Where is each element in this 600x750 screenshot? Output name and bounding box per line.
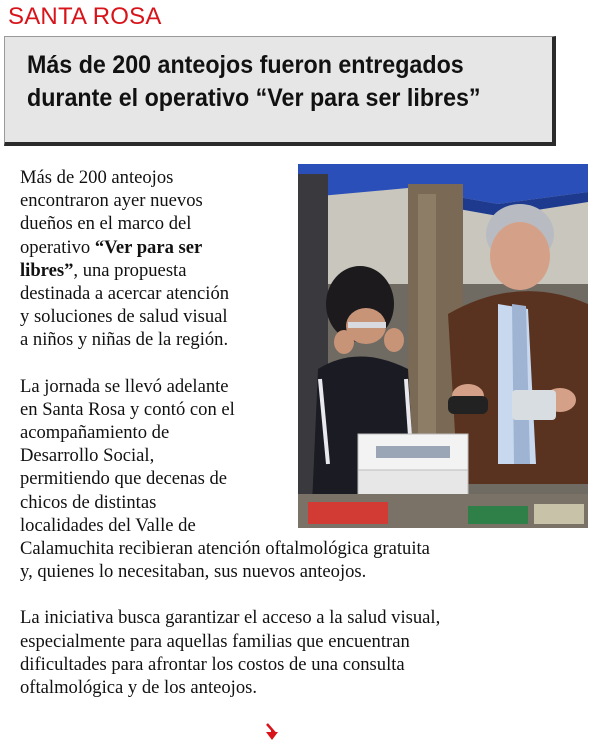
text-line: Desarrollo Social, [20, 445, 155, 467]
text-line: acompañamiento de [20, 422, 170, 444]
text-line: , una propuesta [73, 259, 187, 281]
text-line: a niños y niñas de la región. [20, 329, 229, 351]
bold-phrase: “Ver para ser [94, 236, 203, 258]
text-line: permitiendo que decenas de [20, 468, 228, 490]
text-line: en Santa Rosa y contó con el [20, 398, 235, 420]
bold-phrase: libres” [20, 259, 74, 281]
text-line: Más de 200 anteojos [20, 167, 174, 188]
text-line: destinada a acercar atención [20, 283, 230, 305]
text-line: Calamuchita recibieran atención oftalmológica gratuita [20, 538, 430, 560]
text-line: y, quienes lo necesitaban, sus nuevos anteojos. [20, 561, 367, 583]
text-line: chicos de distintas [20, 491, 157, 513]
text-line: operativo [20, 236, 95, 258]
section-label: SANTA ROSA [8, 3, 162, 30]
text-line: oftalmológica y de los anteojos. [20, 677, 258, 699]
paragraph-2 [20, 375, 580, 584]
headline-line-2: durante el operativo “Ver para ser libres” [27, 84, 481, 112]
text-line: encontraron ayer nuevos [20, 190, 203, 212]
text-line: dificultades para afrontar los costos de una consulta [20, 653, 405, 675]
paragraph-1 [20, 166, 290, 352]
headline-box [4, 36, 556, 146]
text-line: y soluciones de salud visual [20, 306, 228, 328]
text-line: especialmente para aquellas familias que encuentran [20, 630, 410, 652]
article-body [20, 166, 580, 699]
headline [27, 49, 511, 115]
text-line: La iniciativa busca garantizar el acceso a la salud visual, [20, 607, 441, 629]
text-line: La jornada se llevó adelante [20, 375, 229, 397]
text-line: localidades del Valle de [20, 514, 196, 536]
headline-line-1: Más de 200 anteojos fueron entregados [27, 51, 464, 79]
continue-arrow-icon [262, 722, 282, 742]
text-line: dueños en el marco del [20, 213, 192, 235]
paragraph-3 [20, 606, 580, 699]
